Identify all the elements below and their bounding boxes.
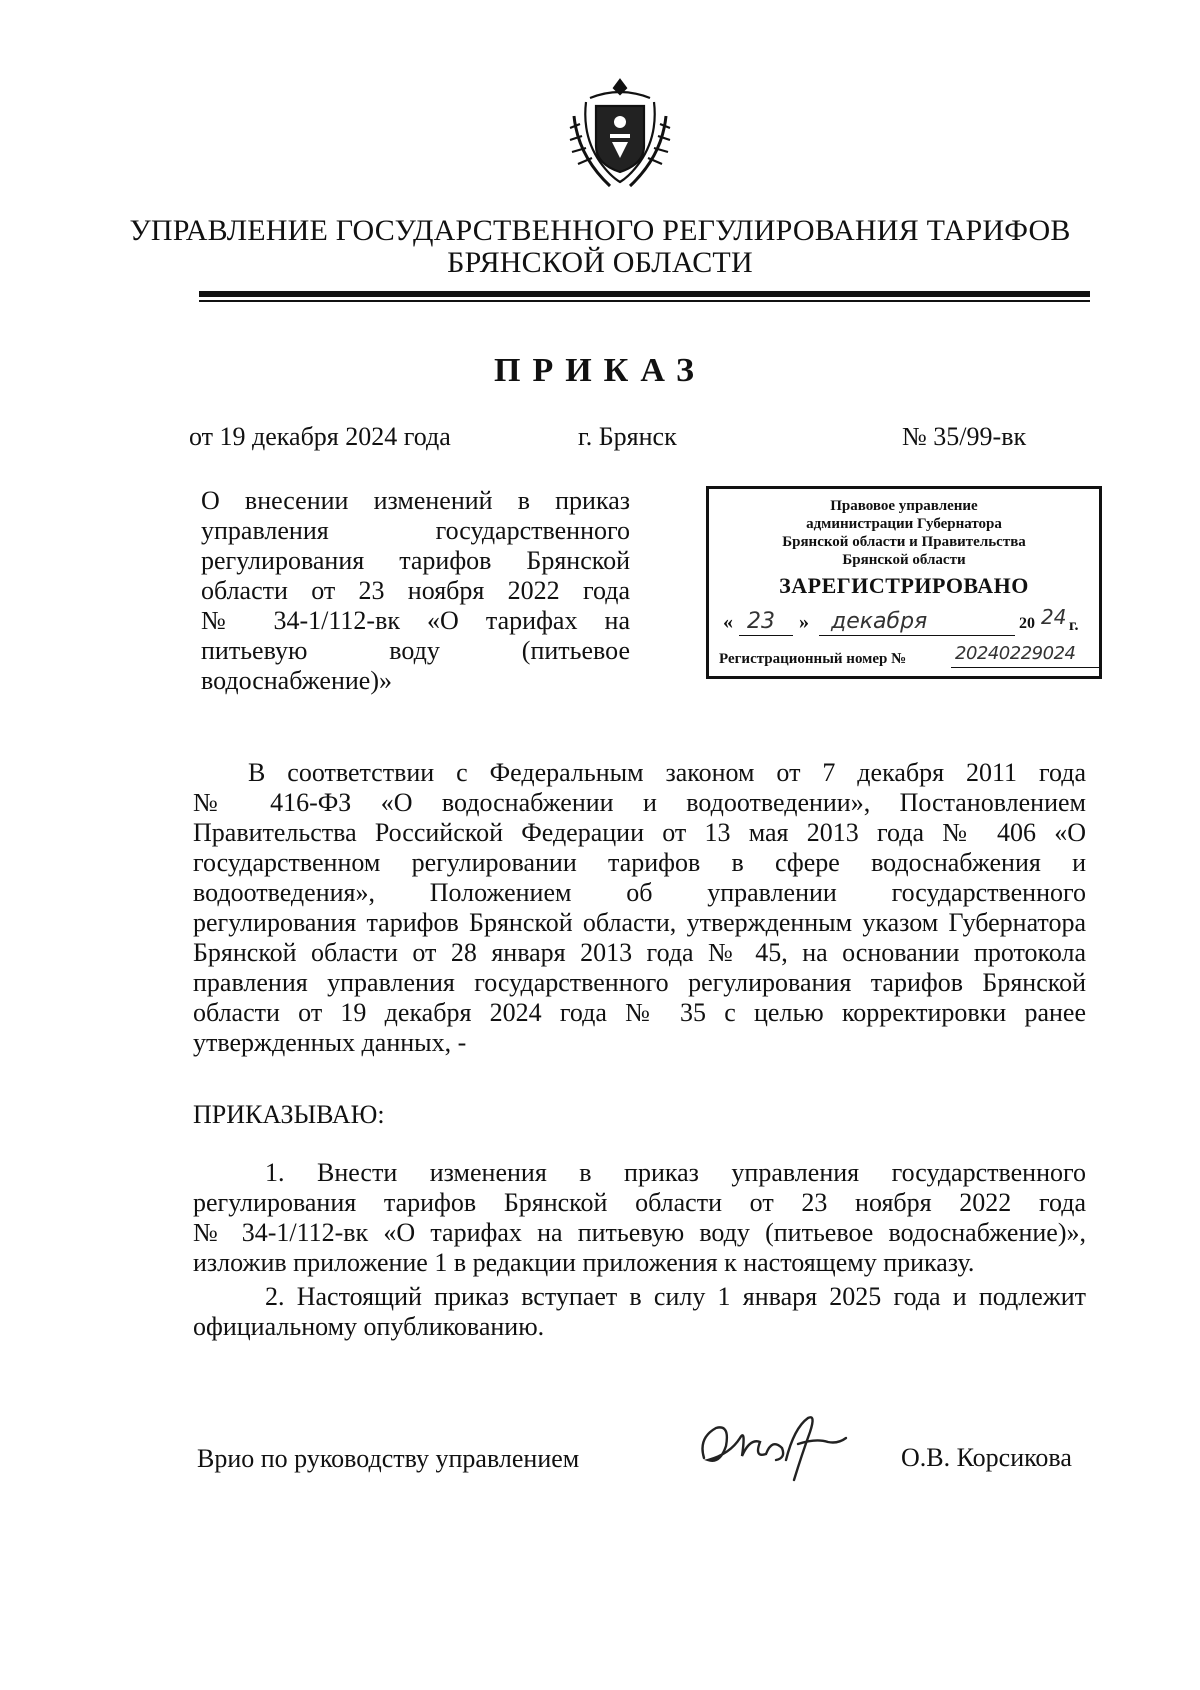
stamp-day: 23 [747,609,775,634]
stamp-header-line: Брянской области [842,552,966,568]
stamp-month: декабря [831,609,928,634]
order-heading: ПРИКАЗЫВАЮ: [193,1100,385,1129]
stamp-date-line [719,605,1095,641]
item-line: 1. Внести изменения в приказ управления государственного [265,1158,1086,1187]
stamp-registration-line [719,645,1101,675]
subject-line: О внесении изменений в приказ [201,486,630,515]
item-line: 2. Настоящий приказ вступает в силу 1 января 2025 года и подлежит [265,1282,1086,1311]
order-item-1 [193,1158,1086,1278]
paragraph-line: № 416-ФЗ «О водоснабжении и водоотведении», Постановлением [193,788,1086,817]
stamp-quote-close: » [799,611,809,633]
signatory-position: Врио по руководству управлением [197,1444,580,1473]
stamp-quote-open: « [723,611,733,633]
stamp-reg-underline [951,667,1101,668]
document-title: ПРИКАЗ [494,352,706,389]
signatory-name: О.В. Корсикова [901,1443,1072,1472]
paragraph-line: правления управления государственного регулирования тарифов Брянской [193,968,1086,997]
paragraph-line: В соответствии с Федеральным законом от 7 декабря 2011 года [248,758,1086,787]
subject-line: № 34-1/112-вк «О тарифах на [201,606,630,635]
stamp-header-line: Брянской области и Правительства [782,534,1026,550]
stamp-registered-title: ЗАРЕГИСТРИРОВАНО [779,573,1029,598]
stamp-header-line: администрации Губернатора [806,516,1002,532]
stamp-year-unit: г. [1069,617,1079,634]
subject-line: питьевую воду (питьевое [201,636,630,665]
preamble-paragraph [193,758,1086,1058]
paragraph-line: водоотведения», Положением об управлении государственного [193,878,1086,907]
handwritten-signature [690,1398,850,1488]
paragraph-line: государственном регулировании тарифов в сфере водоснабжения и [193,848,1086,877]
item-line: № 34-1/112-вк «О тарифах на питьевую воду (питьевое водоснабжение)», [193,1218,1086,1247]
stamp-reg-label: Регистрационный номер № [719,651,907,667]
stamp-day-underline [739,635,793,636]
registration-stamp [706,486,1102,679]
order-item-2 [193,1282,1086,1342]
organization-name-line2: БРЯНСКОЙ ОБЛАСТИ [447,246,753,279]
paragraph-line: Брянской области от 28 января 2013 года № 45, на основании протокола [193,938,1086,967]
subject-line: регулирования тарифов Брянской [201,546,630,575]
header-rule-thick [199,291,1090,297]
paragraph-line: области от 19 декабря 2024 года № 35 с целью корректировки ранее [193,998,1086,1027]
stamp-month-underline [819,635,1015,636]
stamp-reg-number: 20240229024 [955,643,1076,664]
document-number: № 35/99-вк [902,422,1027,451]
stamp-year-suffix: 24 [1041,605,1067,629]
stamp-year-prefix: 20 [1019,615,1035,632]
item-line: регулирования тарифов Брянской области от 23 ноября 2022 года [193,1188,1086,1217]
paragraph-line: регулирования тарифов Брянской области, утвержденным указом Губернатора [193,908,1086,937]
document-date: от 19 декабря 2024 года [189,422,451,451]
subject-line: управления государственного [201,516,630,545]
organization-name-line1: УПРАВЛЕНИЕ ГОСУДАРСТВЕННОГО РЕГУЛИРОВАНИЯ ТАРИФОВ [129,214,1071,247]
item-line: официальному опубликованию. [193,1312,545,1341]
paragraph-line: утвержденных данных, - [193,1028,467,1057]
paragraph-line: Правительства Российской Федерации от 13 мая 2013 года № 406 «О [193,818,1086,847]
document-city: г. Брянск [578,422,677,451]
item-line: изложив приложение 1 в редакции приложения к настоящему приказу. [193,1248,975,1277]
header-rule-thin [199,300,1090,302]
document-subject [201,486,630,696]
subject-line: водоснабжение)» [201,666,392,695]
subject-line: области от 23 ноября 2022 года [201,576,630,605]
stamp-header-line: Правовое управление [830,498,978,514]
coat-of-arms-emblem [560,76,680,196]
